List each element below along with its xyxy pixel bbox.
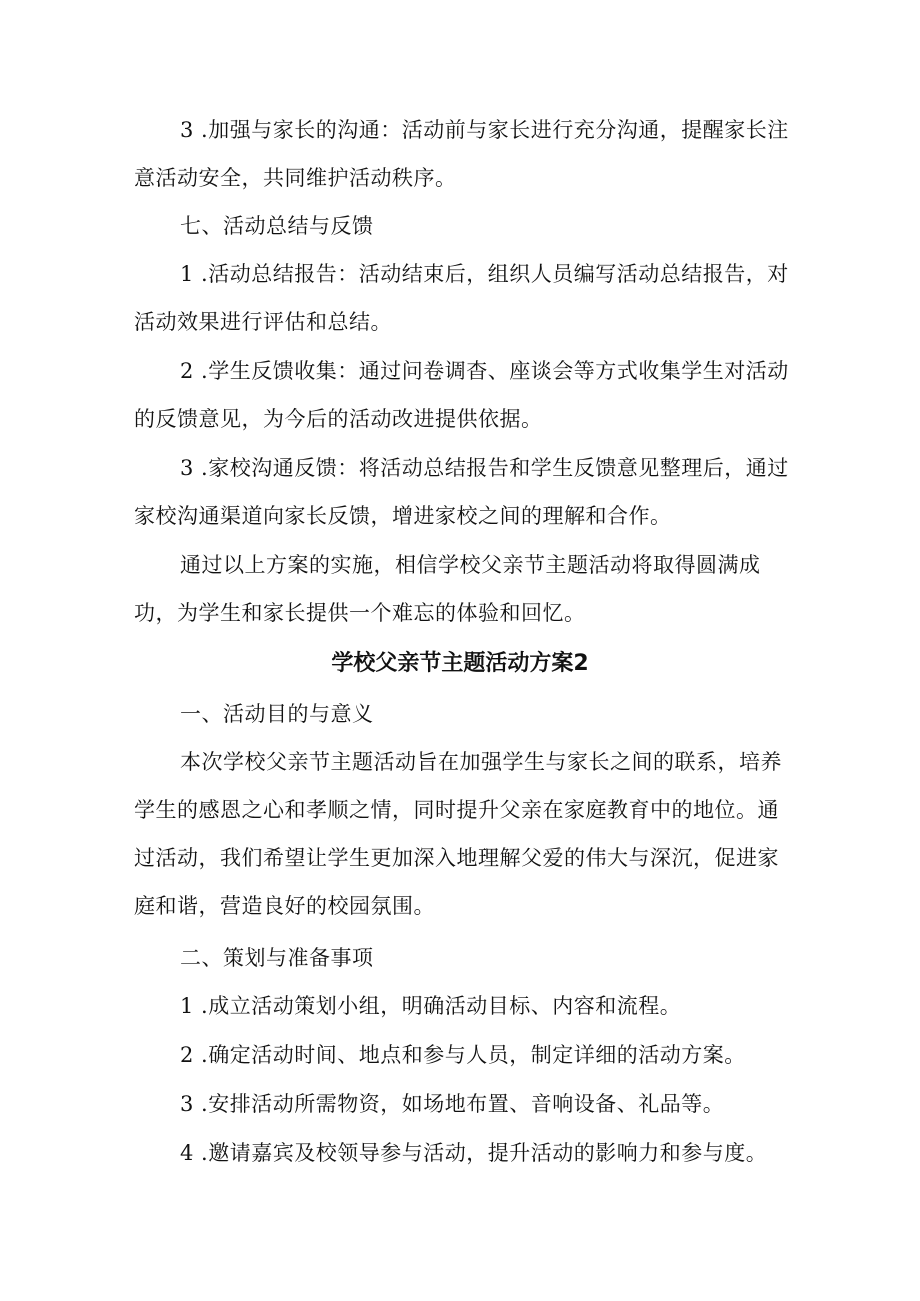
document-title: 学校父亲节主题活动方案2 xyxy=(331,651,589,676)
section-heading-summary-feedback: 七、活动总结与反馈 xyxy=(180,214,374,238)
paragraph-communication-with-parents: 3 .加强与家长的沟通：活动前与家长进行充分沟通，提醒家长注意活动安全，共同维护活动秩序。 xyxy=(134,118,789,190)
paragraph-student-feedback: 2 .学生反馈收集：通过问卷调杳、座谈会等方式收集学生对活动的反馈意见，为今后的活动改进提供依据。 xyxy=(134,359,789,431)
paragraph-home-school-feedback: 3 .家校沟通反馈：将活动总结报告和学生反馈意见整理后，通过家校沟通渠道向家长反馈，增进家校之间的理解和合作。 xyxy=(134,456,789,528)
section-heading-purpose: 一、活动目的与意义 xyxy=(180,702,374,726)
list-item-prep-3: 3 .安排活动所需物资，如场地布置、音响设备、礼品等。 xyxy=(180,1092,725,1116)
paragraph-conclusion: 通过以上方案的实施，相信学校父亲节主题活动将取得圆满成功，为学生和家长提供一个难忘的体验和回忆。 xyxy=(134,553,761,625)
section-heading-preparation: 二、策划与准备事项 xyxy=(180,946,374,970)
list-item-prep-2: 2 .确定活动时间、地点和参与人员，制定详细的活动方案。 xyxy=(180,1043,746,1067)
paragraph-purpose: 本次学校父亲节主题活动旨在加强学生与家长之间的联系，培养学生的感恩之心和孝顺之情，同时提升父亲在家庭教育中的地位。通过活动，我们希望让学生更加深入地理解父爱的伟大与深沉，促进家庭和谐，营造良好的校园氛围。 xyxy=(134,750,782,918)
list-item-prep-1: 1 .成立活动策划小组，明确活动目标、内容和流程。 xyxy=(180,994,682,1018)
paragraph-summary-report: 1 .活动总结报告：活动结束后，组织人员编写活动总结报告，对活动效果进行评估和总结。 xyxy=(134,262,789,334)
list-item-prep-4: 4 .邀请嘉宾及校领导参与活动，提升活动的影响力和参与度。 xyxy=(180,1141,768,1165)
